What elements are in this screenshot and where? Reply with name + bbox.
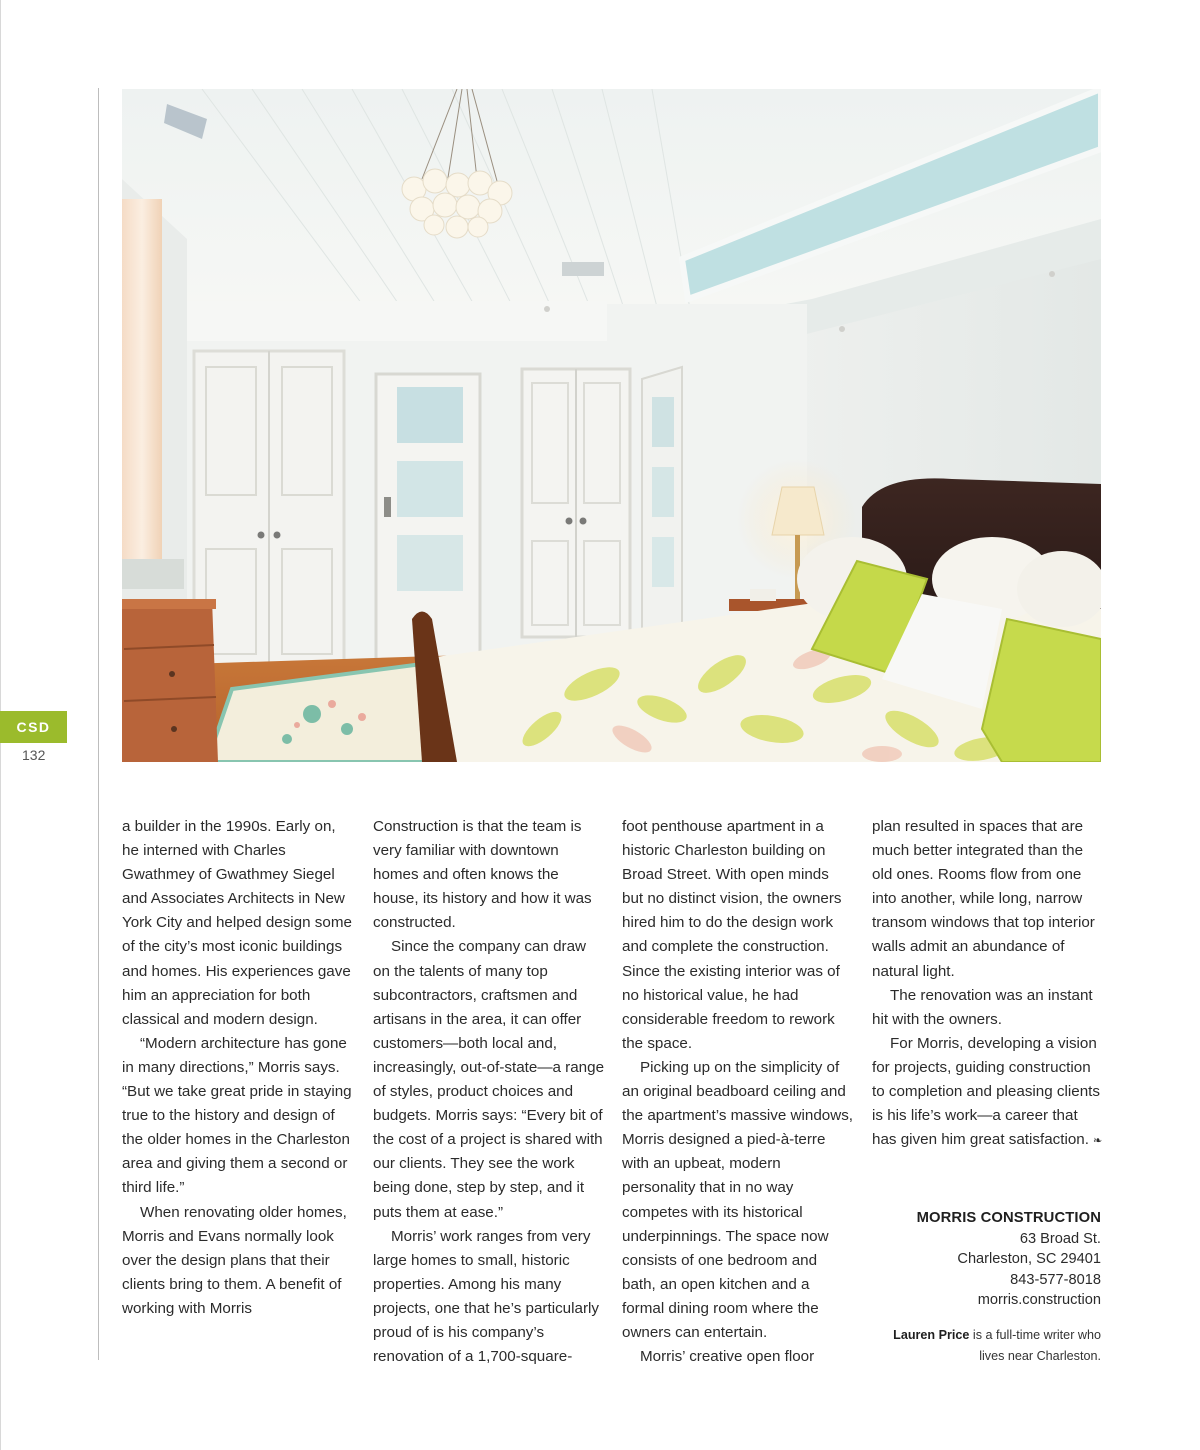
article-column-3 [622,815,854,1369]
company-name: MORRIS CONSTRUCTION [916,1210,1101,1226]
page-number: 132 [22,747,46,763]
contact-block [872,1208,1101,1311]
city-state-zip: Charleston, SC 29401 [957,1251,1101,1268]
margin-rule [98,88,99,1360]
bio-text: is a full-time writer who lives near Charleston. [969,1328,1101,1363]
section-tab: CSD [0,711,67,743]
paragraph: Morris’ work ranges from very large homes to small, historic properties. Among his many projects, one that he’s particularly proud of is his company’s renovation of a 1,700-square- [373,1227,599,1366]
author-name: Lauren Price [893,1328,970,1342]
bedroom-photo [122,89,1101,762]
paragraph: When renovating older homes, Morris and Evans normally look over the design plans that their clients bring to them. A benefit of working with Morris [122,1203,347,1317]
paragraph: “Modern architecture has gone in many directions,” Morris says. “But we take great pride in staying true to the history and design of the older homes in the Charleston area and giving them a second or third life.” [122,1034,352,1197]
paragraph: plan resulted in spaces that are much better integrated than the old ones. Rooms flow from one into another, while long, narrow transom windows that top interior walls admit an abundance of natural light. [872,818,1095,980]
paragraph-text: For Morris, developing a vision for projects, guiding construction to completion and pleasing clients is his life’s work—a career that has given him great satisfaction. [872,1034,1100,1149]
paragraph: Since the company can draw on the talents of many top subcontractors, craftsmen and artisans in the area, it can offer customers—both local and, increasingly, out-of-state—a range of styles, product choices and budgets. Morris says: “Every bit of the cost of a project is shared with our clients. They see the work being done, step by step, and it puts them at ease.” [373,938,605,1221]
end-mark-icon: ❧ [1092,1135,1103,1148]
article-column-2 [373,815,605,1369]
paragraph [872,1032,1104,1153]
paragraph: Morris’ creative open floor [640,1348,815,1366]
paragraph: a builder in the 1990s. Early on, he interned with Charles Gwathmey of Gwathmey Siegel and Associates Architects in New York City and helped design some of the city’s most iconic buildings and homes. His experiences gave him an appreciation for both classical and modern design. [122,818,352,1028]
article-column-4 [872,815,1104,1153]
paragraph: The renovation was an instant hit with the owners. [872,986,1093,1028]
author-bio [872,1325,1101,1367]
phone-number: 843-577-8018 [1010,1271,1101,1288]
paragraph: Picking up on the simplicity of an original beadboard ceiling and the apartment’s massive windows, Morris designed a pied-à-terre with an upbeat, modern personality that in no way competes with its historical underpinnings. The space now consists of one bedroom and bath, an open kitchen and a formal dining room where the owners can entertain. [622,1058,854,1341]
paragraph: Construction is that the team is very familiar with downtown homes and often knows the house, its history and how it was constructed. [373,818,592,932]
website-link[interactable]: morris.construction [977,1292,1101,1309]
article-column-1 [122,815,354,1321]
paragraph: foot penthouse apartment in a historic Charleston building on Broad Street. With open minds but no distinct vision, the owners hired him to do the design work and complete the construction. Since the existing interior was of no historical value, he had considerable freedom to rework the space. [622,818,842,1052]
street-address: 63 Broad St. [1019,1230,1101,1247]
